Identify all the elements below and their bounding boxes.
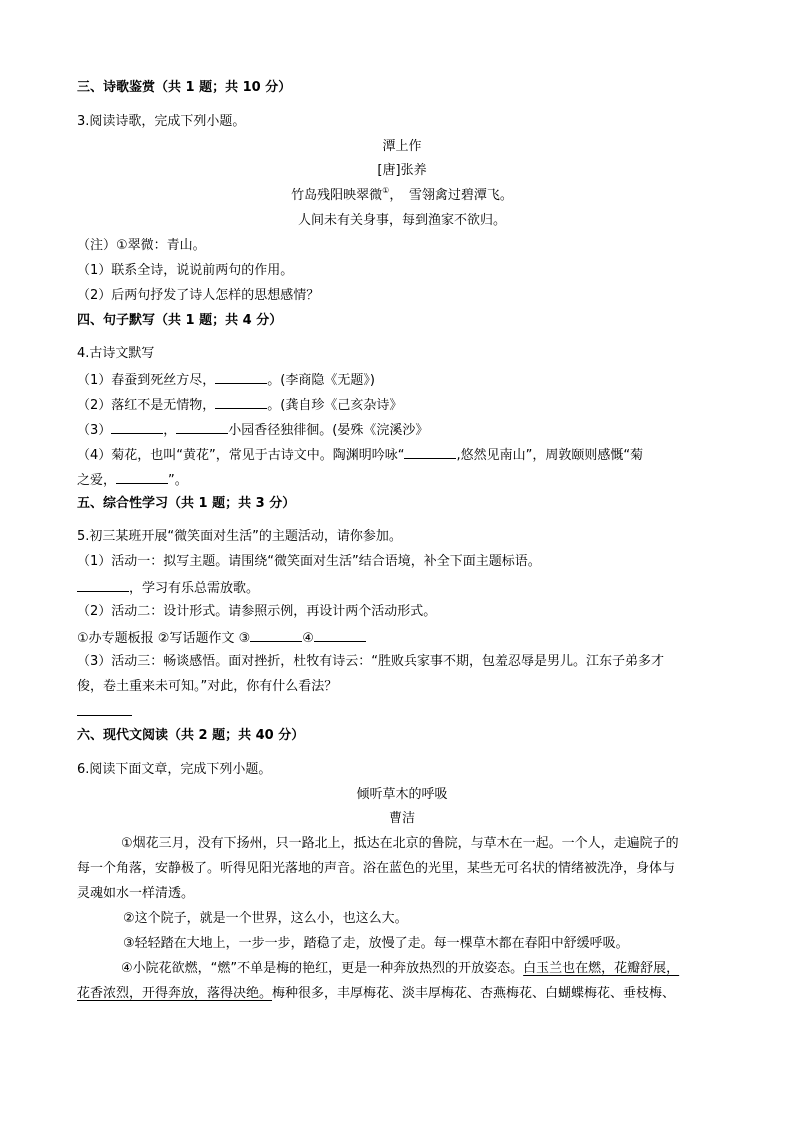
poem-note-mark: ①	[382, 186, 390, 195]
recite-line-1	[77, 370, 375, 390]
answer-blank[interactable]	[215, 370, 267, 384]
recite-5-prompt: 之爱，	[77, 473, 117, 488]
question-3-2: （2）后两句抒发了诗人怎样的思想感情？	[77, 288, 320, 303]
section-3-heading: 三、诗歌鉴赏（共 1 题；共 10 分）	[77, 80, 292, 95]
poem-line-1	[77, 187, 727, 205]
poem-note: （注）①翠微：青山。	[77, 238, 206, 253]
activity-1: （1）活动一：拟写主题。请围绕“微笑面对生活”结合语境，补全下面主题标语。	[77, 554, 541, 569]
recite-3-num: （3）	[77, 423, 112, 438]
section-4-heading: 四、句子默写（共 1 题；共 4 分）	[77, 313, 283, 328]
recite-line-2	[77, 395, 402, 415]
answer-line[interactable]	[77, 715, 132, 716]
question-3-intro: 3.阅读诗歌，完成下列小题。	[77, 114, 246, 129]
paragraph-1-line-3: 灵魂如水一样清透。	[77, 886, 195, 901]
recite-1-source: 。(李商隐《无题》)	[267, 373, 375, 388]
underlined-sentence: 白玉兰也在燃，花瓣舒展，	[523, 961, 680, 976]
answer-blank[interactable]	[215, 395, 267, 409]
answer-blank[interactable]	[111, 420, 163, 434]
question-6-intro: 6.阅读下面文章，完成下列小题。	[77, 762, 272, 777]
activity-1-slogan	[77, 578, 259, 598]
paragraph-4-text: 梅种很多，丰厚梅花、淡丰厚梅花、杏燕梅花、白蝴蝶梅花、垂枝梅、	[272, 986, 676, 1001]
underlined-sentence: 花香浓烈，开得奔放，落得决绝。	[77, 986, 273, 1001]
paragraph-4-text: ④小院花欲燃，“燃”不单是梅的艳红，更是一种奔放热烈的开放姿态。	[121, 961, 524, 976]
section-5-heading: 五、综合性学习（共 1 题；共 3 分）	[77, 496, 296, 511]
activity-3-line-2: 俊，卷土重来未可知。”对此，你有什么看法？	[77, 679, 338, 694]
recite-line-4	[77, 445, 643, 465]
article-title: 倾听草木的呼吸	[356, 787, 448, 802]
recite-4-mid: ,悠然见南山”，周敦颐则感慨“菊	[456, 448, 644, 463]
poem-line-1-second: ， 雪翎禽过碧潭飞。	[389, 188, 513, 203]
recite-line-5	[77, 470, 188, 490]
paragraph-4-line-2	[77, 985, 675, 1003]
poem-line-1-first: 竹岛残阳映翠微	[291, 188, 383, 203]
answer-blank[interactable]	[250, 628, 302, 642]
question-5-intro: 5.初三某班开展“微笑面对生活”的主题活动，请你参加。	[77, 529, 402, 544]
section-6-heading: 六、现代文阅读（共 2 题；共 40 分）	[77, 728, 305, 743]
activity-1-slogan-text: ，学习有乐总需放歌。	[129, 581, 260, 596]
answer-blank[interactable]	[176, 420, 228, 434]
recite-5-end: ”。	[168, 473, 188, 488]
question-4-intro: 4.古诗文默写	[77, 346, 155, 361]
paragraph-4-line-1	[121, 960, 679, 978]
activity-2-examples	[77, 628, 366, 648]
article-author: 曹洁	[388, 811, 415, 826]
answer-blank[interactable]	[404, 445, 456, 459]
question-3-1: （1）联系全诗，说说前两句的作用。	[77, 263, 294, 278]
recite-3-source: 小园香径独徘徊。(晏殊《浣溪沙》	[228, 423, 429, 438]
activity-2: （2）活动二：设计形式。请参照示例，再设计两个活动形式。	[77, 604, 437, 619]
recite-1-prompt: （1）春蚕到死丝方尽，	[77, 373, 216, 388]
poem-title: 潭上作	[382, 139, 422, 154]
paragraph-3: ③轻轻踏在大地上，一步一步，踏稳了走，放慢了走。每一棵草木都在春阳中舒缓呼吸。	[123, 936, 629, 951]
paragraph-1-line-1: ①烟花三月，没有下扬州，只一路北上，抵达在北京的鲁院，与草木在一起。一个人，走遍院子的	[121, 836, 679, 851]
recite-4-prompt: （4）菊花，也叫“黄花”，常见于古诗文中。陶渊明吟咏“	[77, 448, 405, 463]
answer-blank[interactable]	[77, 578, 129, 592]
activity-2-item-4: ④	[302, 631, 314, 646]
poem-line-2: 人间未有关身事，每到渔家不欲归。	[297, 213, 506, 228]
recite-2-prompt: （2）落红不是无情物，	[77, 398, 216, 413]
activity-3-line-1: （3）活动三：畅谈感悟。面对挫折，杜牧有诗云：“胜败兵家事不期，包羞忍辱是男儿。江东子弟多才	[77, 654, 665, 669]
activity-2-examples-text: ①办专题板报 ②写话题作文 ③	[77, 631, 251, 646]
recite-2-source: 。(龚自珍《己亥杂诗》	[267, 398, 403, 413]
poem-author: [唐]张养	[377, 163, 427, 178]
paragraph-2: ②这个院子，就是一个世界，这么小，也这么大。	[123, 911, 408, 926]
answer-blank[interactable]	[314, 628, 366, 642]
recite-3-comma: ，	[163, 423, 177, 438]
recite-line-3	[77, 420, 428, 440]
answer-blank[interactable]	[116, 470, 168, 484]
paragraph-1-line-2: 每一个角落，安静极了。听得见阳光落地的声音。浴在蓝色的光里，某些无可名状的情绪被洗净，身体与	[77, 861, 676, 876]
